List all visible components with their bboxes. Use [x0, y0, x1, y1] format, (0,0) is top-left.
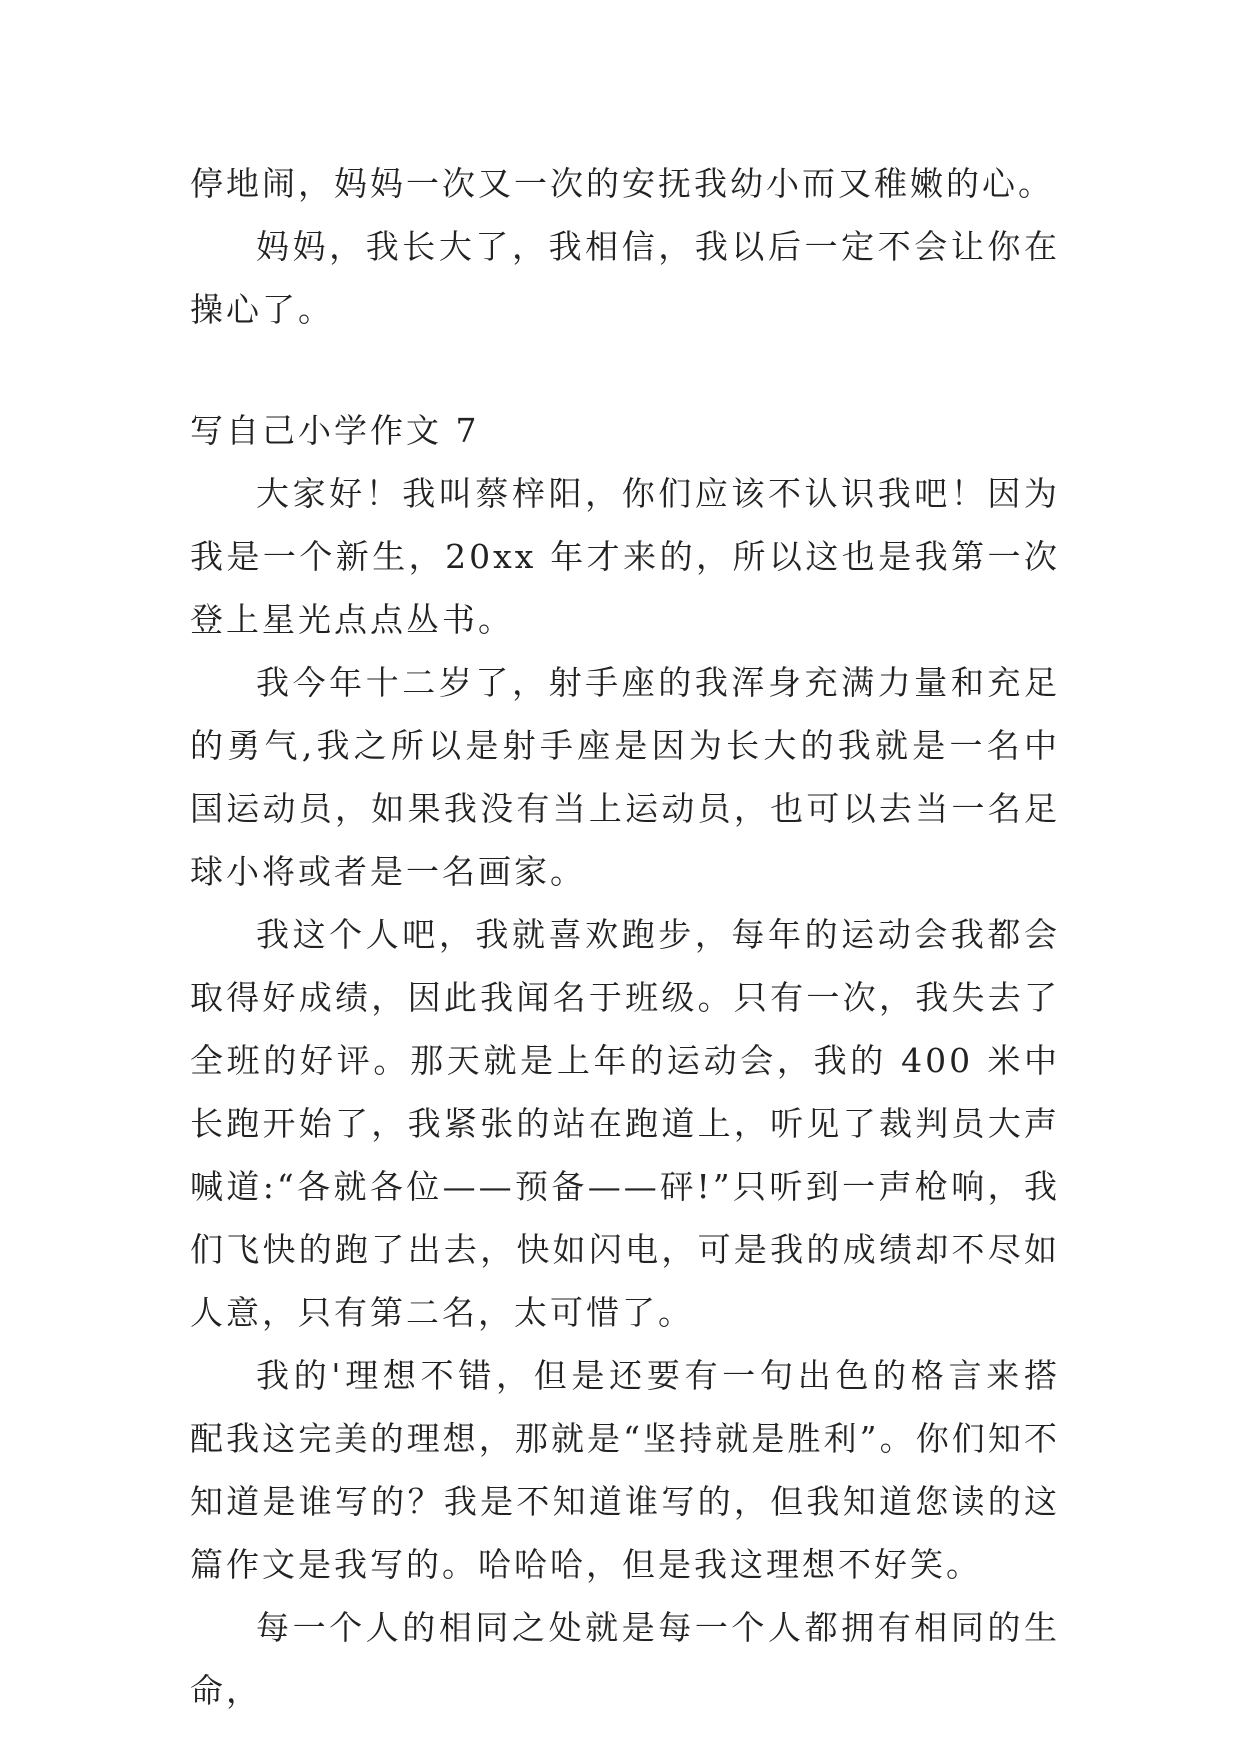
section-gap — [190, 341, 1060, 399]
paragraph: 每一个人的相同之处就是每一个人都拥有相同的生命， — [190, 1608, 1060, 1710]
paragraph: 我的'理想不错，但是还要有一句出色的格言来搭配我这完美的理想，那就是“坚持就是胜利”。你们知不知道是谁写的？我是不知道谁写的，但我知道您读的这篇作文是我写的。哈哈哈，但是我这理想不好笑。 — [190, 1356, 1060, 1584]
section-title: 写自己小学作文 7 — [190, 411, 480, 450]
paragraph: 妈妈，我长大了，我相信，我以后一定不会让你在操心了。 — [190, 227, 1060, 329]
document-body — [190, 152, 1060, 1722]
paragraph: 大家好！我叫蔡梓阳，你们应该不认识我吧！因为我是一个新生，20xx 年才来的，所以这也是我第一次登上星光点点丛书。 — [190, 474, 1060, 639]
paragraph: 我这个人吧，我就喜欢跑步，每年的运动会我都会取得好成绩，因此我闻名于班级。只有一次，我失去了全班的好评。那天就是上年的运动会，我的 400 米中长跑开始了，我紧张的站在跑道上，听见了裁判员大声喊道:“各就各位——预备——砰!”只听到一声枪响，我们飞快的跑了出去，快如闪电，可是我的成绩却不尽如人意，只有第二名，太可惜了。 — [190, 915, 1060, 1332]
paragraph-continued: 停地闹，妈妈一次又一次的安抚我幼小而又稚嫩的心。 — [190, 164, 1054, 203]
paragraph: 我今年十二岁了，射手座的我浑身充满力量和充足的勇气,我之所以是射手座是因为长大的我就是一名中国运动员，如果我没有当上运动员，也可以去当一名足球小将或者是一名画家。 — [190, 663, 1060, 891]
